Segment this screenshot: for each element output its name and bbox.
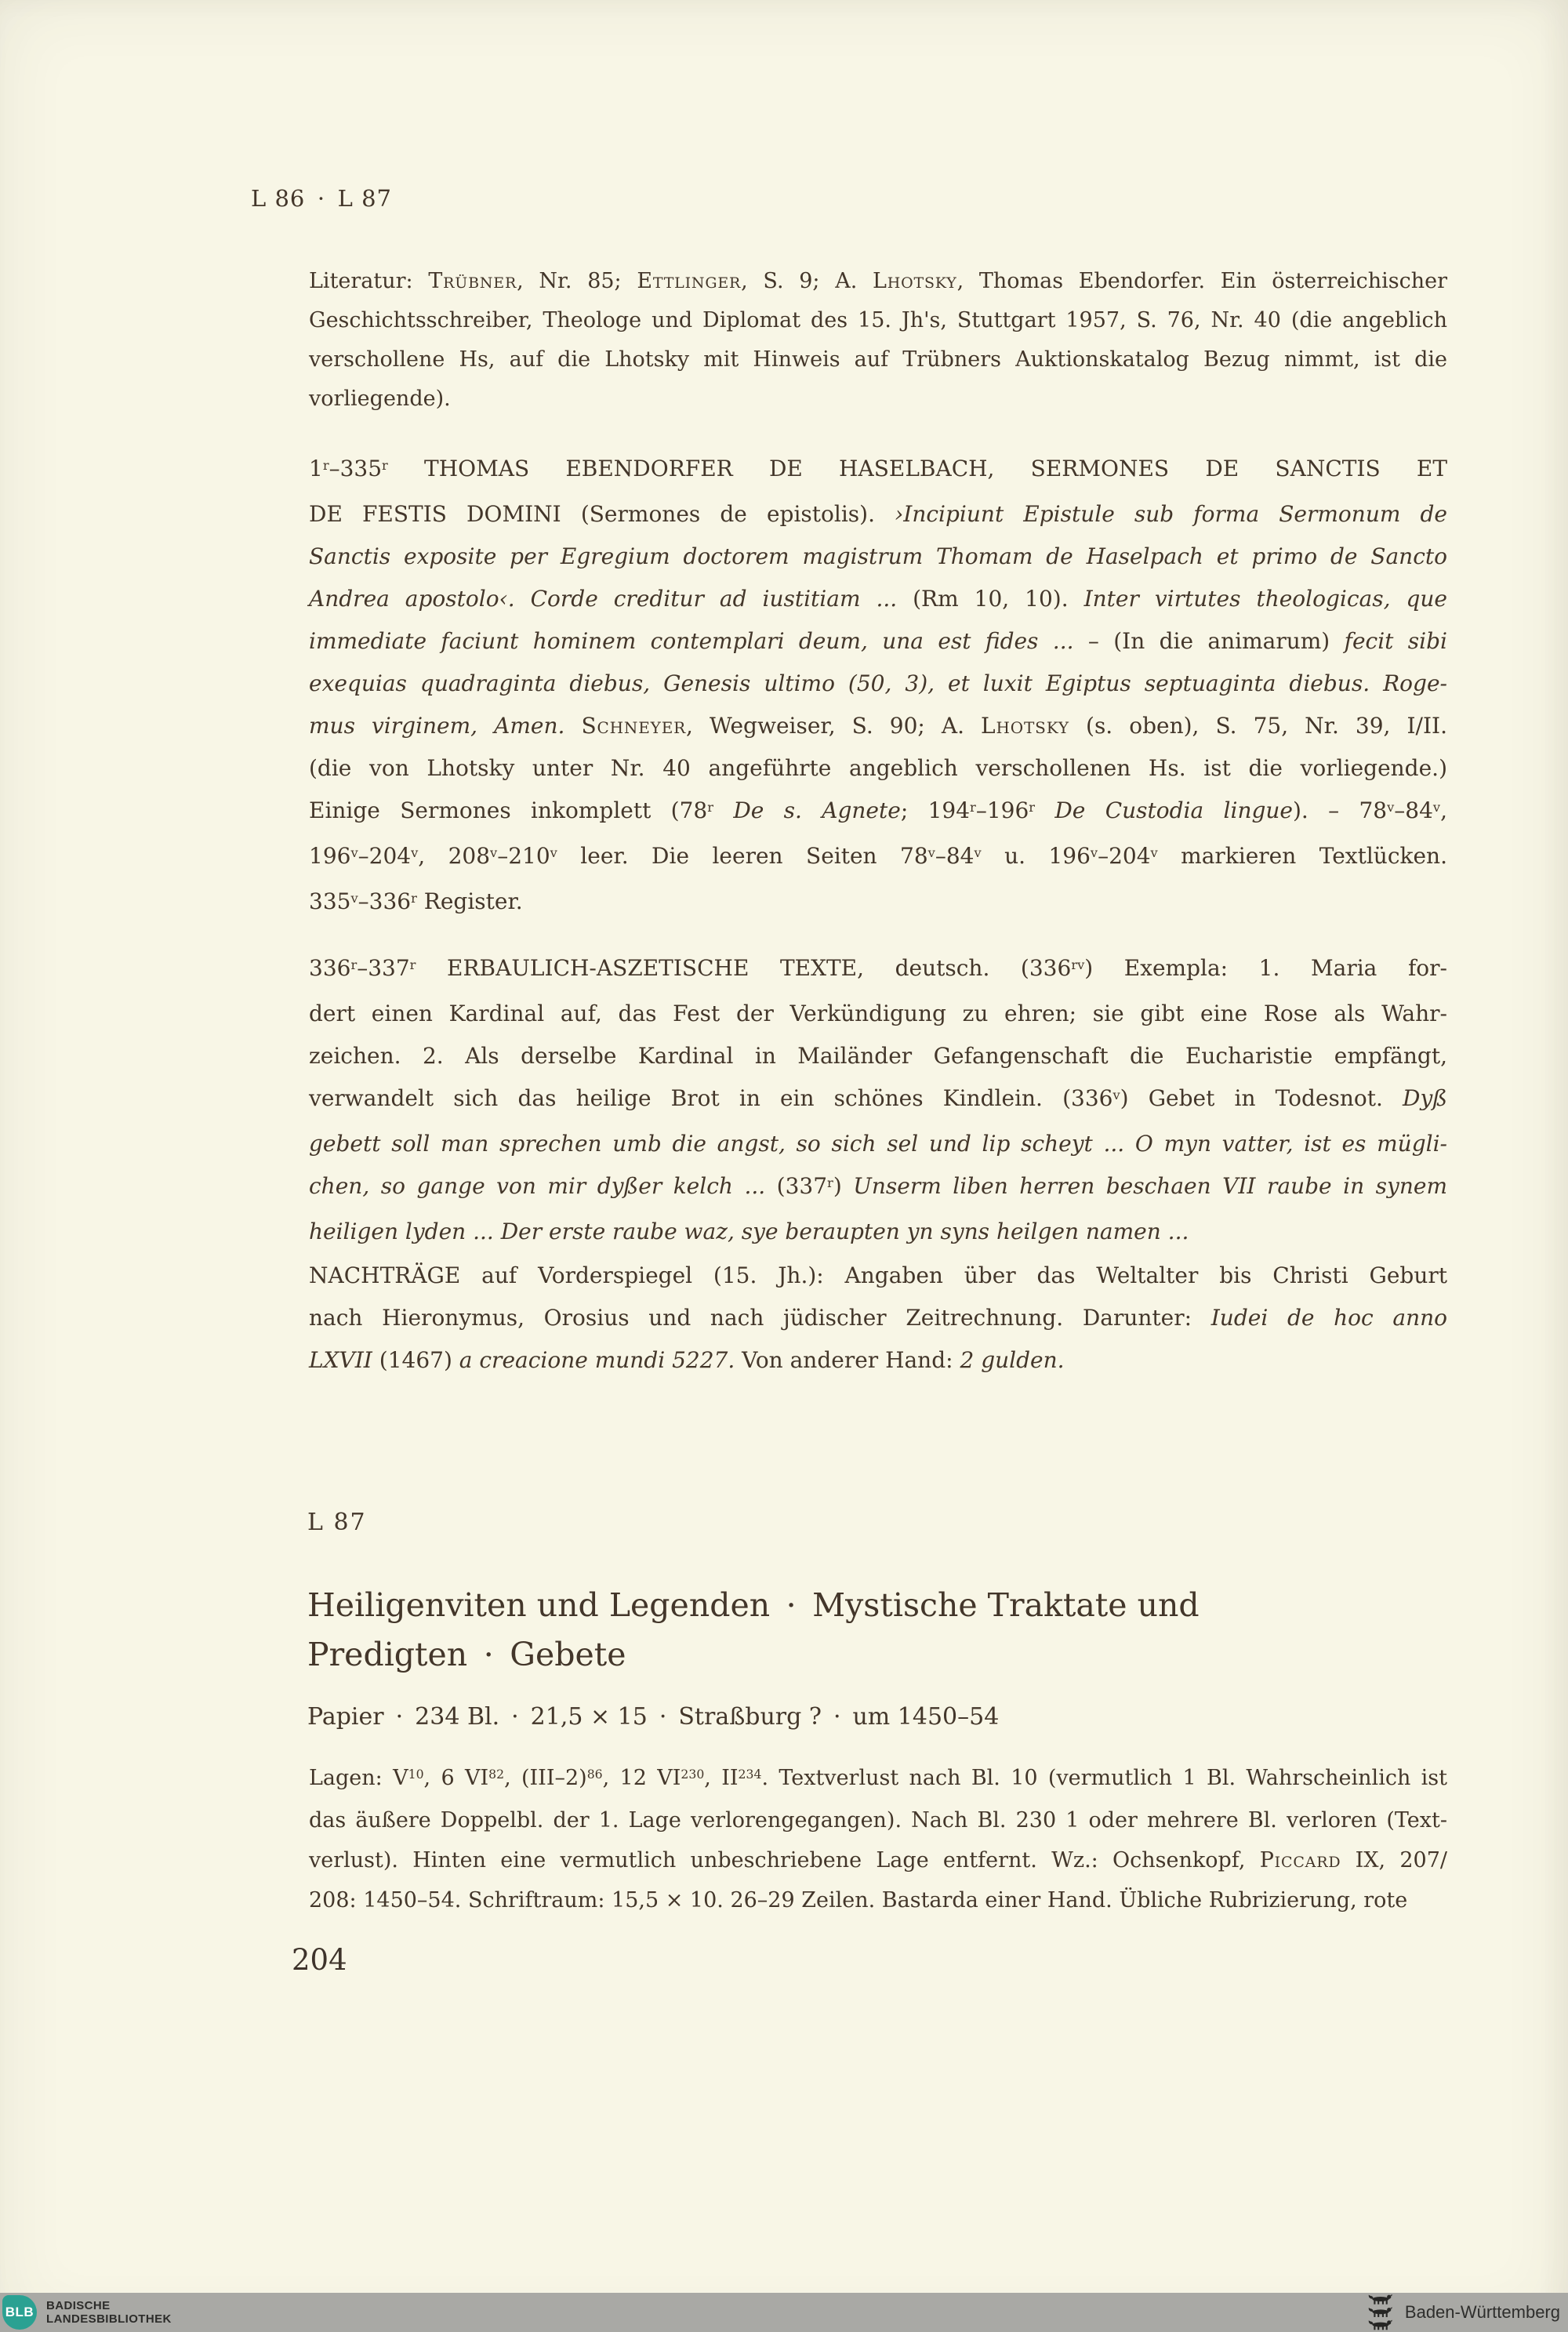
paragraph-lagen-collation: Lagen: $V^{10}$, 6 VI$^{82}$, $(III-2)^{86}$, 12 VI$^{230}$, II$^{234}$. Textverlust nach Bl. 10 (vermutlich 1 Bl. Wahrscheinlich ist das äußere Doppelbl. der 1. Lage verlorengegangen). Nach Bl. 230 1 oder mehrere Bl. verloren (Text- verlust). Hinten eine vermutlich unbeschriebene Lage entfernt. Wz.: Ochsenkopf, Piccard IX, 207/ 208: 1450–54. Schriftraum: 15,5 × 10. 26–29 Zeilen. Bastarda einer Hand. Übliche Rubrizierung, rote <box>309 1766 1447 1912</box>
library-name-line-1: BADISCHE <box>46 2299 111 2312</box>
library-name <box>46 2299 172 2326</box>
paragraph-literatur: Literatur: Trübner, Nr. 85; Ettlinger, S. 9; A. Lhotsky, Thomas Ebendorfer. Ein österreichischer Geschichtsschreiber, Theologe und Diplomat des 15. Jh's, Stuttgart 1957, S. 76, Nr. 40 (die angeblich verschollene Hs, auf die Lhotsky mit Hinweis auf Trübners Auktionskatalog Bezug nimmt, ist die vorliegende). <box>309 269 1447 411</box>
state-name: Baden-Württemberg <box>1404 2302 1560 2322</box>
paragraph-nachtraege: NACHTRÄGE auf Vorderspiegel (15. Jh.): Angaben über das Weltalter bis Christi Geburt nach Hieronymus, Orosius und nach jüdischer Zeitrechnung. Darunter: Iudei de hoc anno LXVII (1467) a creacione mundi 5227. Von anderer Hand: 2 gulden. <box>309 1262 1447 1373</box>
baden-wuerttemberg-coat-of-arms-icon <box>1366 2294 1394 2331</box>
blb-logo-icon: BLB <box>2 2295 37 2330</box>
entry-title-line-1: Heiligenviten und Legenden · Mystische Traktate und <box>307 1586 1200 1624</box>
library-branding <box>0 2293 172 2332</box>
library-name-line-2: LANDESBIBLIOTHEK <box>46 2312 172 2326</box>
entry-title-line-2: Predigten · Gebete <box>307 1636 626 1673</box>
state-branding <box>1366 2293 1560 2332</box>
entry-title-l87 <box>307 1581 1452 1680</box>
entry-physical-description: Papier · 234 Bl. · 21,5 × 15 · Straßburg ? · um 1450–54 <box>307 1703 1000 1731</box>
paragraph-erbaulich-aszetische-texte: 336$^r$–337$^r$ ERBAULICH-ASZETISCHE TEXTE, deutsch. $(336^{rv})$ Exempla: 1. Maria for- dert einen Kardinal auf, das Fest der Verkündigung zu ehren; sie gibt eine Rose als Wahr- zeichen. 2. Als derselbe Kardinal in Mailänder Gefangenschaft die Eucharistie empfängt, verwandelt sich das heilige Brot in ein schönes Kindlein. (336$^v$) Gebet in Todesnot. Dyß gebett soll man sprechen umb die angst, so sich sel und lip scheyt ... O myn vatter, ist es mügli- chen, so gange von mir dyßer kelch ... (337$^r$) Unserm liben herren beschaen VII raube in synem heiligen lyden ... Der erste raube waz, sye beraupten yn syns heilgen namen ... <box>309 955 1448 1244</box>
page-number: 204 <box>292 1943 347 1977</box>
entry-number-l87: L 87 <box>307 1509 367 1536</box>
running-head: L 86 · L 87 <box>251 185 392 212</box>
footer-bar <box>0 2293 1568 2332</box>
paragraph-sermones-de-sanctis: 1$^r$–335$^r$ THOMAS EBENDORFER DE HASELBACH, SERMONES DE SANCTIS ET DE FESTIS DOMINI (Sermones de epistolis). ›Incipiunt Epistule sub forma Sermonum de Sanctis exposite per Egregium doctorem magistrum Thomam de Haselpach et primo de Sancto Andrea apostolo‹. Corde creditur ad iustitiam ... (Rm 10, 10). Inter virtutes theologicas, que immediate faciunt hominem contemplari deum, una est fides ... – (In die animarum) fecit sibi exequias quadraginta diebus, Genesis ultimo (50, 3), et luxit Egiptus septuaginta diebus. Roge- mus virginem, Amen. Schneyer, Wegweiser, S. 90; A. Lhotsky (s. oben), S. 75, Nr. 39, I/II. (die von Lhotsky unter Nr. 40 angeführte angeblich verschollenen Hs. ist die vorliegende.) Einige Sermones inkomplett (78$^r$ De s. Agnete; 194$^r$–196$^r$ De Custodia lingue). – 78$^v$–84$^v$, 196$^v$–204$^v$, 208$^v$–210$^v$ leer. Die leeren Seiten 78$^v$–84$^v$ u. 196$^v$–204$^v$ markieren Textlücken. 335$^v$–336$^r$ Register. <box>309 456 1447 914</box>
